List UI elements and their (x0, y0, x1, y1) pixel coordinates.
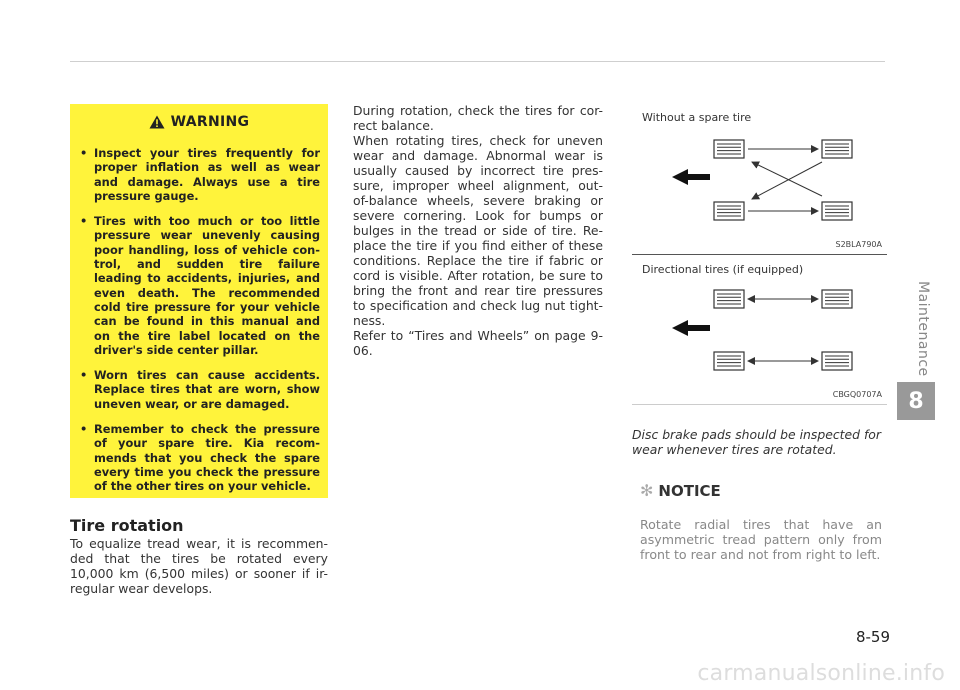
rotation-paragraph: When rotating tires, check for uneven wear and damage. Abnormal wear is usually caused by incorrect tire pres- sure, improper wheel alignment, out- of-balance wheels, severe braking or severe cornering. Look for bumps or bulges in the tread or side of tire. Re- place the tire if you find either of these conditions. Replace the tire if fabric or cord is visible. After rotation, be sure to bring the front and rear tire pressures to specification and check lug nut tight- ness. (353, 133, 603, 328)
rotation-paragraph: During rotation, check the tires for cor- rect balance. (353, 103, 603, 133)
tire-icon (714, 202, 744, 220)
rotation-body (353, 103, 603, 358)
warning-item-text: Inspect your tires frequently for proper inflation as well as wear and damage. Always use a tire pressure gauge. (94, 146, 320, 203)
tire-rotation-intro: To equalize tread wear, it is recommen- ded that the tires be rotated every 10,000 km (6,500 miles) or sooner if ir- regular wear develops. (70, 536, 328, 596)
asterisk-icon: ✻ (640, 481, 654, 500)
section-tab-label: Maintenance (915, 281, 931, 377)
notice-title (640, 481, 721, 500)
front-direction-arrow-icon (672, 320, 710, 336)
warning-item-text: Remember to check the pressure of your spare tire. Kia recom- mends that you check the spare every time you check the pressure of the other tires on your vehicle. (94, 422, 320, 494)
tire-icon (822, 140, 852, 158)
page-number: 8-59 (855, 628, 890, 646)
watermark: carmanualsonline.info (697, 661, 945, 686)
diagram-title: Without a spare tire (642, 111, 752, 124)
warning-item-text: Tires with too much or too little pressure wear unevenly causing poor handling, loss of vehicle con- trol, and sudden tire failure leading to accidents, injuries, and even death. The recommended cold tire pressure for your vehicle can be found in this manual and on the tire label located on the driver's side center pillar. (94, 214, 320, 357)
tire-icon (822, 352, 852, 370)
warning-triangle-icon (149, 115, 165, 129)
diagram-without-spare (632, 104, 887, 255)
directional-diagram-graphic (632, 256, 887, 404)
brake-pads-caption: Disc brake pads should be inspected for wear whenever tires are rotated. (632, 427, 881, 457)
warning-item-text: Worn tires can cause accidents. Replace tires that are worn, show uneven wear, or are damaged. (94, 368, 320, 411)
warning-title (78, 114, 320, 130)
notice-title-text: NOTICE (658, 481, 721, 500)
tire-icon (714, 140, 744, 158)
warning-item: • Inspect your tires frequently for proper inflation as well as wear and damage. Always use a tire pressure gauge. (80, 146, 320, 203)
warning-item: • Tires with too much or too little pressure wear unevenly causing poor handling, loss of vehicle con- trol, and sudden tire failure leading to accidents, injuries, and even death. The recommended cold tire pressure for your vehicle can be found in this manual and on the tire label located on the driver's side center pillar. (80, 214, 320, 357)
tire-rotation-heading: Tire rotation (70, 516, 184, 535)
diagram-code: CBGQ0707A (832, 390, 882, 399)
header-rule (70, 61, 885, 62)
rotation-diagram-graphic (632, 104, 887, 254)
tire-icon (714, 352, 744, 370)
notice-text: Rotate radial tires that have an asymmetric tread pattern only from front to rear and not from right to left. (640, 517, 882, 562)
rotation-paragraph: Refer to “Tires and Wheels” on page 9-06. (353, 328, 603, 358)
diagram-code: S2BLA790A (835, 240, 882, 249)
warning-item: • Remember to check the pressure of your spare tire. Kia recom- mends that you check the spare every time you check the pressure of the other tires on your vehicle. (80, 422, 320, 494)
tire-icon (822, 290, 852, 308)
diagram-directional (632, 256, 887, 405)
warning-title-text: WARNING (170, 114, 250, 130)
warning-item: • Worn tires can cause accidents. Replace tires that are worn, show uneven wear, or are damaged. (80, 368, 320, 411)
warning-box (70, 104, 328, 498)
tire-icon (714, 290, 744, 308)
diagram-title: Directional tires (if equipped) (642, 263, 804, 276)
front-direction-arrow-icon (672, 169, 710, 185)
tire-icon (822, 202, 852, 220)
chapter-number-tab: 8 (897, 382, 935, 420)
